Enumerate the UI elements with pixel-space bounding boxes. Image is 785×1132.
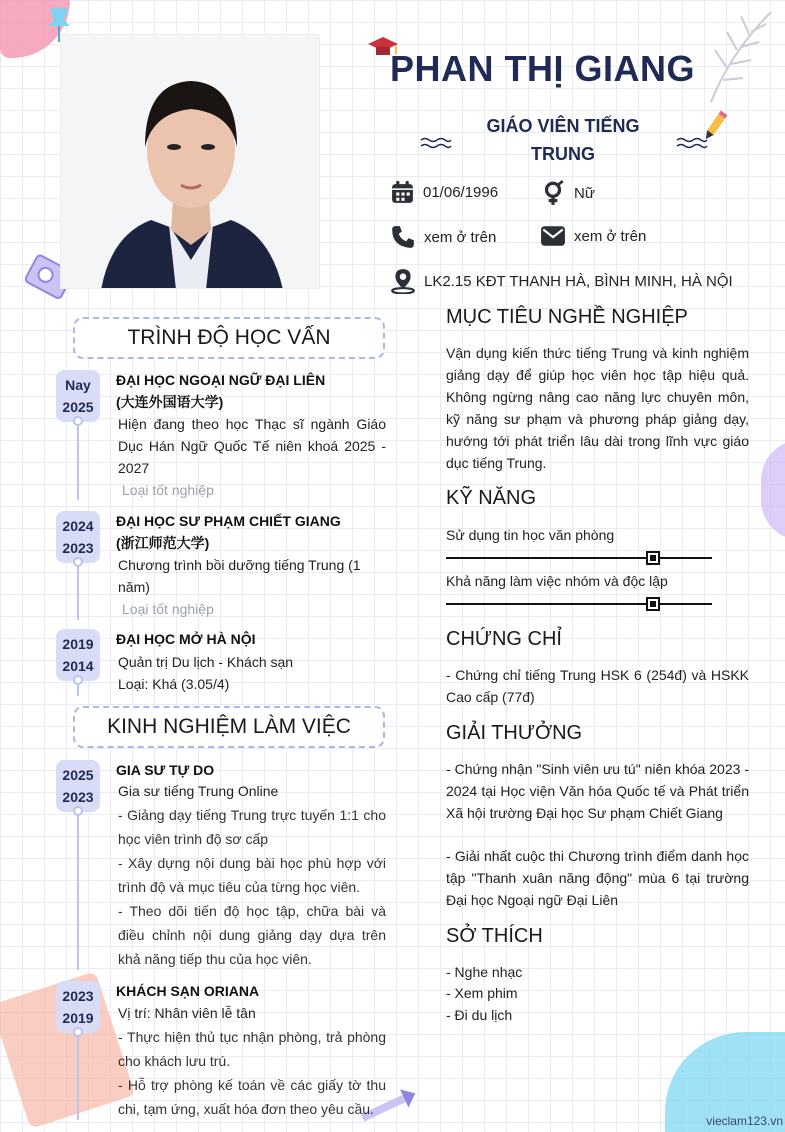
objective-heading: MỤC TIÊU NGHỀ NGHIỆP bbox=[446, 306, 688, 328]
experience-heading: KINH NGHIỆM LÀM VIỆC bbox=[73, 706, 385, 748]
birthday-info bbox=[390, 180, 498, 205]
school-name: ĐẠI HỌC MỞ HÀ NỘI bbox=[116, 631, 256, 647]
school-grade: Loại tốt nghiệp bbox=[122, 482, 214, 498]
year-bottom: 2014 bbox=[62, 658, 94, 674]
timeline-line bbox=[77, 560, 79, 620]
email-value: xem ở trên bbox=[574, 227, 647, 245]
hobby-item: - Đi du lịch bbox=[446, 1007, 513, 1023]
awards-heading: GIẢI THƯỞNG bbox=[446, 722, 583, 744]
year-top: 2025 bbox=[62, 767, 94, 783]
year-bottom: 2023 bbox=[62, 540, 94, 556]
job-bullet: - Hỗ trợ phòng kế toán về các giấy tờ thu chi, tạm ứng, xuất hóa đơn theo yêu cầu. bbox=[118, 1077, 386, 1117]
job-bullets bbox=[118, 803, 386, 971]
job-title: GIÁO VIÊN TIẾNG TRUNG bbox=[486, 116, 640, 164]
year-bottom: 2025 bbox=[62, 399, 94, 415]
address-info bbox=[390, 268, 733, 294]
year-badge bbox=[56, 370, 100, 422]
timeline-dot bbox=[73, 557, 83, 567]
school-grade: Loại tốt nghiệp bbox=[122, 601, 214, 617]
profile-photo bbox=[60, 34, 320, 289]
school-name-cn: (浙江师范大学) bbox=[116, 535, 210, 551]
school-desc: Chương trình bồi dưỡng tiếng Trung (1 năm) bbox=[118, 557, 361, 595]
timeline-line bbox=[77, 420, 79, 500]
phone-info bbox=[390, 224, 496, 250]
job-bullets bbox=[118, 1025, 386, 1121]
decor-purple-blob bbox=[761, 440, 785, 540]
phone-value: xem ở trên bbox=[424, 228, 497, 246]
skill-track bbox=[446, 557, 712, 559]
job-position: Vị trí: Nhân viên lễ tân bbox=[118, 1005, 256, 1021]
calendar-icon bbox=[390, 180, 415, 205]
school-name-cn: (大连外国语大学) bbox=[116, 394, 224, 410]
hobbies-heading: SỞ THÍCH bbox=[446, 925, 543, 947]
job-bullet: - Thực hiện thủ tục nhận phòng, trả phòng cho khách lưu trú. bbox=[118, 1029, 386, 1069]
year-badge bbox=[56, 629, 100, 681]
award-item: - Giải nhất cuộc thi Chương trình điểm danh học tập "Thanh xuân năng động" mùa 6 tại trường Đại học Ngoại ngữ Đại Liên bbox=[446, 848, 749, 908]
job-bullet: - Xây dựng nội dung bài học phù hợp với trình độ và mục tiêu của từng học viên. bbox=[118, 855, 386, 895]
year-top: 2023 bbox=[62, 988, 94, 1004]
portrait-image bbox=[61, 35, 320, 289]
email-icon bbox=[540, 224, 566, 248]
hobby-item: - Nghe nhạc bbox=[446, 964, 523, 980]
job-bullet: - Theo dõi tiến độ học tập, chữa bài và điều chỉnh nội dung giảng dạy dựa trên khả năng tiếp thu của học viên. bbox=[118, 903, 386, 967]
job-position: Gia sư tiếng Trung Online bbox=[118, 783, 279, 799]
address-value: LK2.15 KĐT THANH HÀ, BÌNH MINH, HÀ NỘI bbox=[424, 272, 733, 290]
skill-label: Khả năng làm việc nhóm và độc lập bbox=[446, 573, 668, 589]
timeline-dot bbox=[73, 1027, 83, 1037]
skill-label: Sử dụng tin học văn phòng bbox=[446, 527, 615, 543]
email-info bbox=[540, 224, 646, 248]
school-name: ĐẠI HỌC NGOẠI NGỮ ĐẠI LIÊN bbox=[116, 372, 326, 388]
timeline-line bbox=[77, 810, 79, 970]
year-badge bbox=[56, 760, 100, 812]
timeline-line bbox=[77, 1030, 79, 1120]
gender-icon bbox=[540, 180, 566, 206]
year-badge bbox=[56, 981, 100, 1033]
school-desc: Quản trị Du lịch - Khách sạn bbox=[118, 654, 294, 670]
phone-icon bbox=[390, 224, 416, 250]
skills-heading: KỸ NĂNG bbox=[446, 487, 537, 509]
objective-text: Vận dụng kiến thức tiếng Trung và kinh nghiệm giảng dạy để giúp học viên học tập hiệu quả. Không ngừng nâng cao năng lực chuyên môn, kỹ năng sư phạm và phương pháp giảng dạy, hướng tới phát triển lâu dài trong lĩnh vực giáo dục tiếng Trung. bbox=[446, 345, 749, 471]
year-top: 2019 bbox=[62, 636, 94, 652]
wave-icon bbox=[420, 137, 452, 149]
year-bottom: 2023 bbox=[62, 789, 94, 805]
candidate-name: PHAN THỊ GIANG bbox=[390, 48, 696, 89]
education-heading: TRÌNH ĐỘ HỌC VẤN bbox=[73, 317, 385, 359]
footer-brand[interactable]: vieclam123.vn bbox=[706, 1114, 783, 1128]
school-name: ĐẠI HỌC SƯ PHẠM CHIẾT GIANG bbox=[116, 513, 341, 529]
year-top: 2024 bbox=[62, 518, 94, 534]
certificates-heading: CHỨNG CHỈ bbox=[446, 628, 562, 650]
company-name: GIA SƯ TỰ DO bbox=[116, 762, 215, 778]
award-item: - Chứng nhận "Sinh viên ưu tú" niên khóa 2023 - 2024 tại Học viện Văn hóa Quốc tế và Phát triển Xã hội trường Đại học Sư phạm Chiết Giang bbox=[446, 761, 749, 821]
gender-value: Nữ bbox=[574, 184, 595, 202]
wave-icon bbox=[676, 137, 708, 149]
skill-level-marker bbox=[646, 597, 660, 611]
school-grade: Loại: Khá (3.05/4) bbox=[118, 676, 230, 692]
birthday-value: 01/06/1996 bbox=[423, 184, 499, 201]
year-top: Nay bbox=[65, 377, 91, 393]
job-bullet: - Giảng dạy tiếng Trung trực tuyến 1:1 cho học viên trình độ sơ cấp bbox=[118, 807, 386, 847]
timeline-dot bbox=[73, 416, 83, 426]
map-pin-icon bbox=[390, 268, 416, 294]
skill-level-marker bbox=[646, 551, 660, 565]
school-desc: Hiện đang theo học Thạc sĩ ngành Giáo Dục Hán Ngữ Quốc Tế niên khoá 2025 - 2027 bbox=[118, 416, 386, 476]
hobby-item: - Xem phim bbox=[446, 985, 518, 1001]
gender-info bbox=[540, 180, 595, 206]
certificates-text: - Chứng chỉ tiếng Trung HSK 6 (254đ) và HSKK Cao cấp (77đ) bbox=[446, 667, 749, 705]
company-name: KHÁCH SẠN ORIANA bbox=[116, 983, 260, 999]
timeline-dot bbox=[73, 675, 83, 685]
timeline-dot bbox=[73, 806, 83, 816]
year-badge bbox=[56, 511, 100, 563]
year-bottom: 2019 bbox=[62, 1010, 94, 1026]
skill-track bbox=[446, 603, 712, 605]
